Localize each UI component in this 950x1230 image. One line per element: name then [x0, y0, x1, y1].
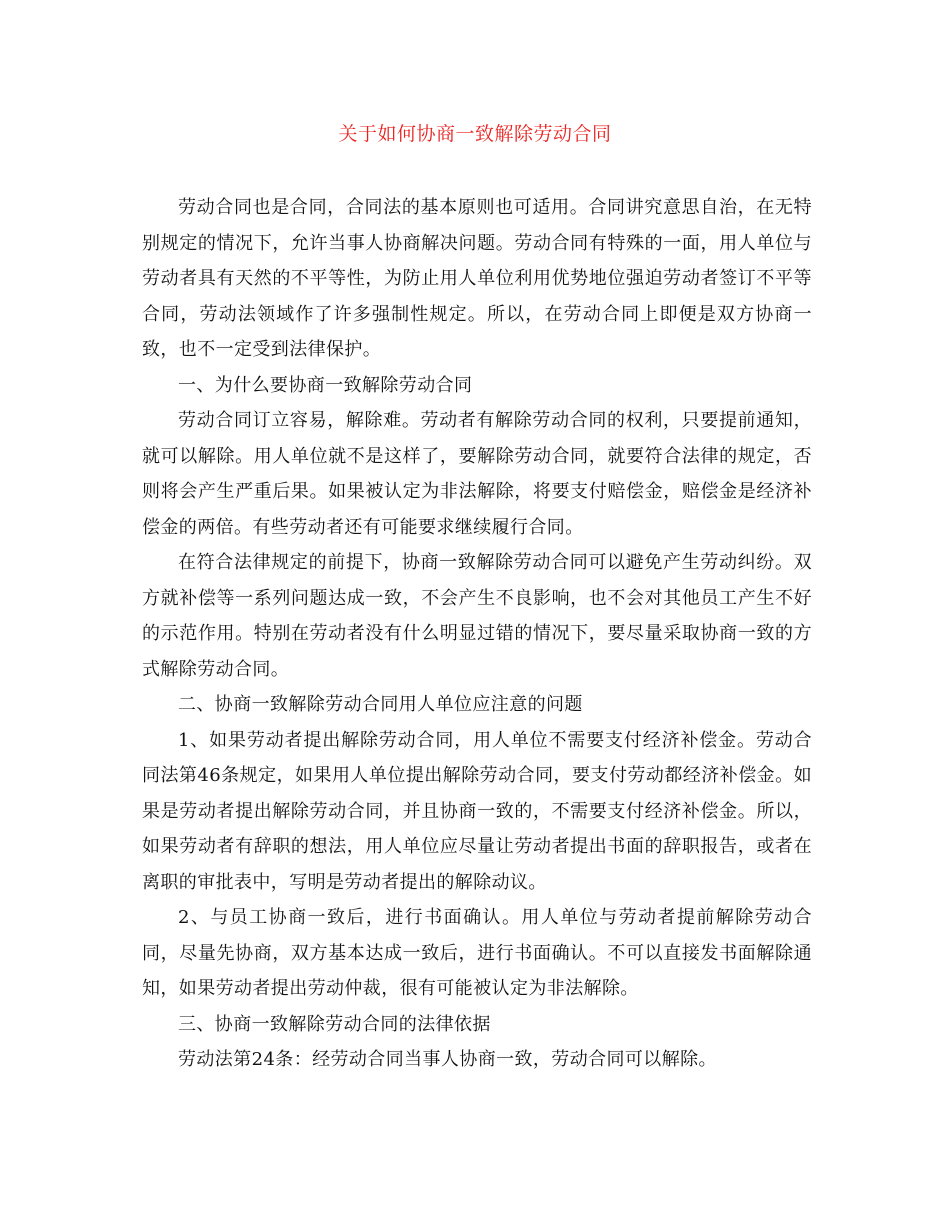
paragraph-intro: 劳动合同也是合同，合同法的基本原则也可适用。合同讲究意思自治，在无特别规定的情况下，允许当事人协商解决问题。劳动合同有特殊的一面，用人单位与劳动者具有天然的不平等性，为防止用人单位利用优势地位强迫劳动者签订不平等合同，劳动法领域作了许多强制性规定。所以，在劳动合同上即便是双方协商一致，也不一定受到法律保护。 — [142, 197, 812, 360]
document-title: 关于如何协商一致解除劳动合同 — [338, 123, 612, 145]
section-heading-1: 一、为什么要协商一致解除劳动合同 — [178, 374, 473, 396]
paragraph-reason-1: 劳动合同订立容易，解除难。劳动者有解除劳动合同的权利，只要提前通知，就可以解除。用人单位就不是这样了，要解除劳动合同，就要符合法律的规定，否则将会产生严重后果。如果被认定为非法解除，将要支付赔偿金，赔偿金是经济补偿金的两倍。有些劳动者还有可能要求继续履行合同。 — [142, 410, 812, 538]
section-heading-2: 二、协商一致解除劳动合同用人单位应注意的问题 — [178, 694, 583, 715]
section-heading-3: 三、协商一致解除劳动合同的法律依据 — [178, 1013, 491, 1035]
paragraph-reason-2: 在符合法律规定的前提下，协商一致解除劳动合同可以避免产生劳动纠纷。双方就补偿等一系列问题达成一致，不会产生不良影响，也不会对其他员工产生不好的示范作用。特别在劳动者没有什么明显过错的情况下，要尽量采取协商一致的方式解除劳动合同。 — [142, 552, 812, 680]
paragraph-legal-basis: 劳动法第24条：经劳动合同当事人协商一致，劳动合同可以解除。 — [178, 1049, 717, 1070]
paragraph-point-1: 1、如果劳动者提出解除劳动合同，用人单位不需要支付经济补偿金。劳动合同法第46条规定，如果用人单位提出解除劳动合同，要支付劳动都经济补偿金。如果是劳动者提出解除劳动合同，并且协商一致的，不需要支付经济补偿金。所以，如果劳动者有辞职的想法，用人单位应尽量让劳动者提出书面的辞职报告，或者在离职的审批表中，写明是劳动者提出的解除动议。 — [142, 729, 812, 893]
paragraph-point-2: 2、与员工协商一致后，进行书面确认。用人单位与劳动者提前解除劳动合同，尽量先协商，双方基本达成一致后，进行书面确认。不可以直接发书面解除通知，如果劳动者提出劳动仲裁，很有可能被认定为非法解除。 — [142, 907, 812, 999]
document-body — [142, 190, 812, 1078]
